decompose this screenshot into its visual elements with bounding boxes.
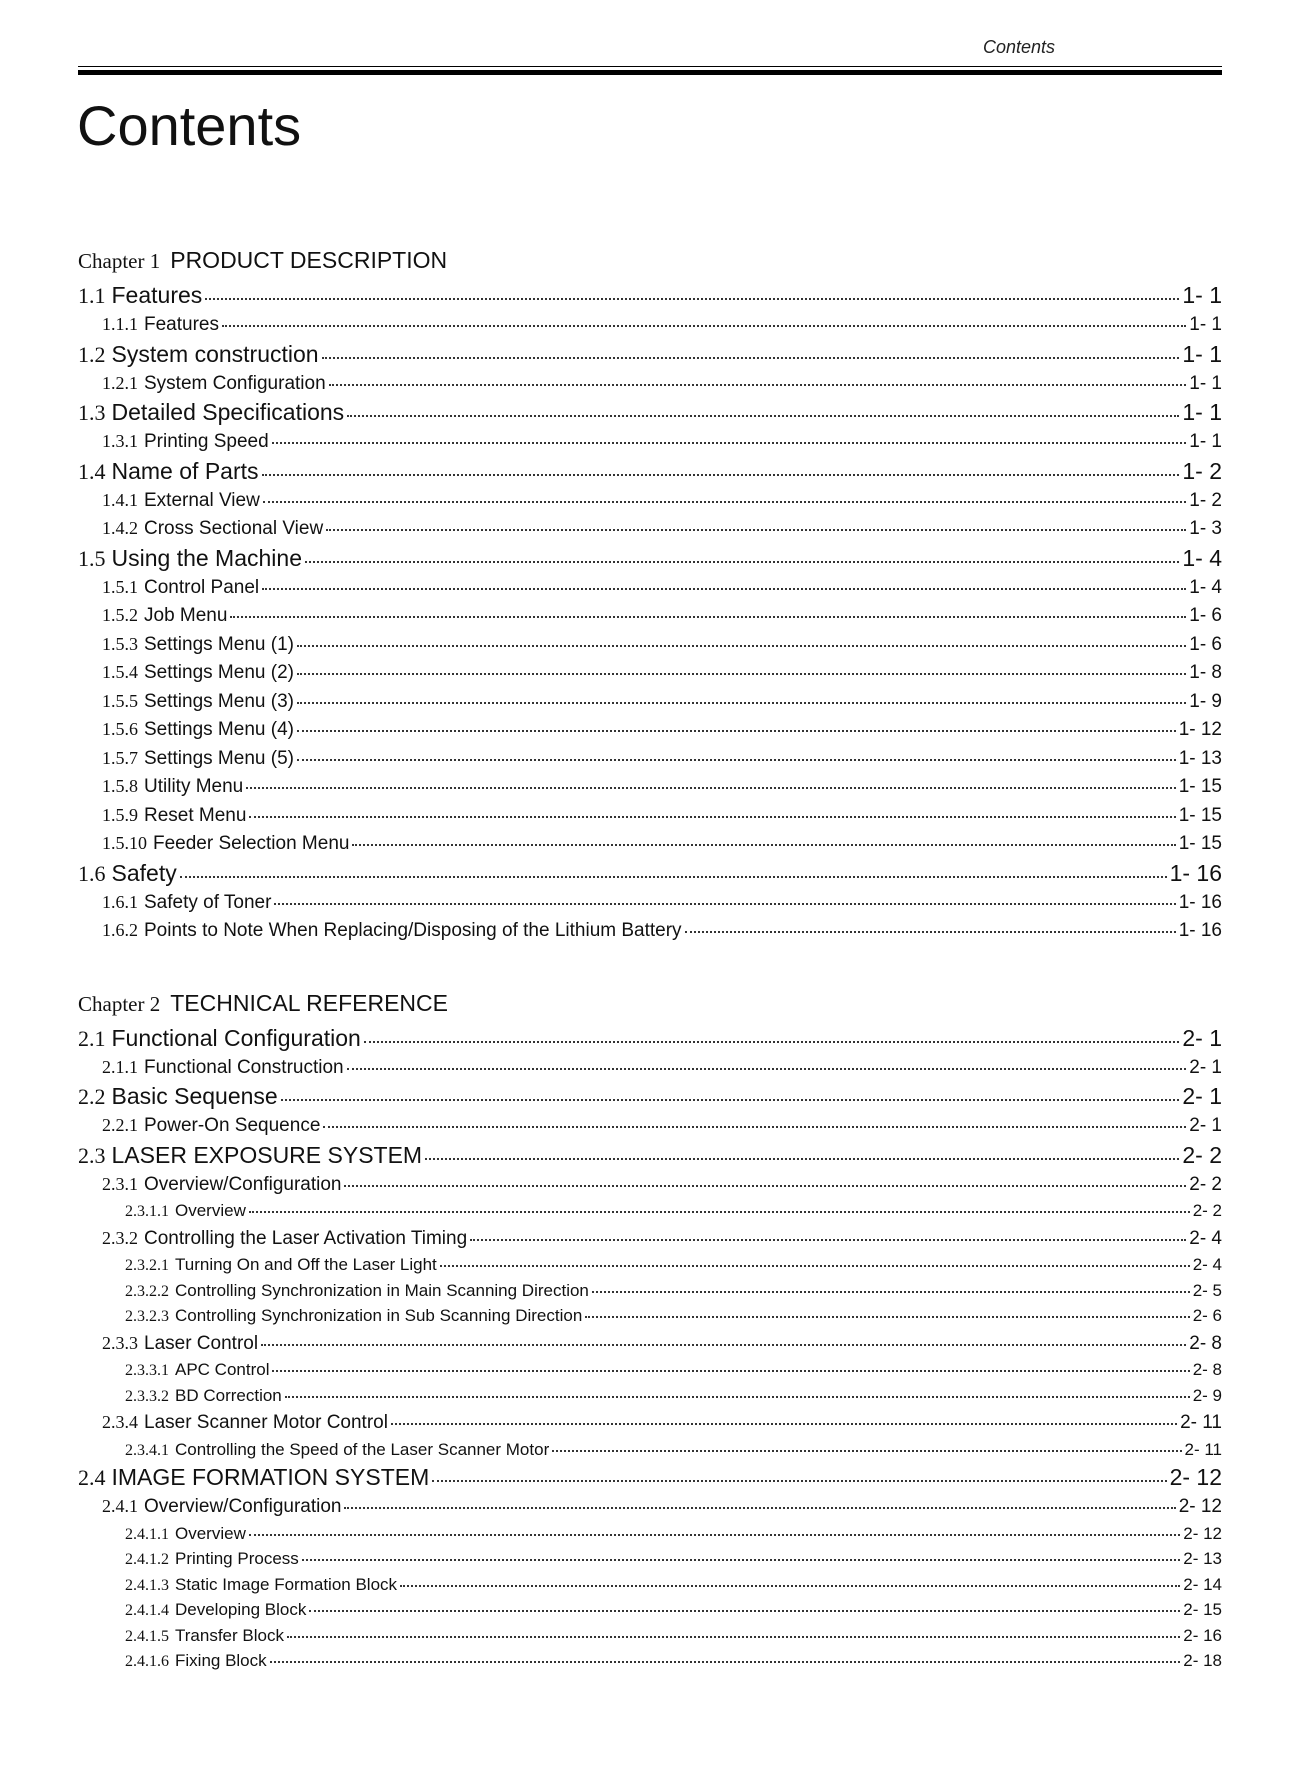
toc-entry-level-2[interactable] (78, 630, 1222, 659)
dot-leader (272, 1370, 1189, 1372)
toc-entry-number: 1.2.1 (102, 372, 138, 393)
toc-entry-level-3[interactable] (78, 1437, 1222, 1463)
toc-entry-title: Reset Menu (144, 804, 247, 826)
toc-entry-level-2[interactable] (78, 772, 1222, 801)
toc-entry-number: 1.5.4 (102, 662, 138, 682)
toc-entry-level-1[interactable] (78, 1081, 1222, 1111)
dot-leader (425, 1158, 1179, 1160)
toc-entry-title: Static Image Formation Block (175, 1574, 398, 1594)
toc-entry-level-2[interactable] (78, 1170, 1222, 1199)
dot-leader (344, 1507, 1175, 1509)
toc-entry-level-1[interactable] (78, 339, 1222, 369)
toc-entry-level-2[interactable] (78, 427, 1222, 456)
dot-leader (297, 759, 1176, 761)
dot-leader (249, 1211, 1190, 1213)
toc-entry-title: Laser Scanner Motor Control (144, 1412, 388, 1433)
toc-entry-page: 2- 11 (1180, 1412, 1222, 1433)
toc-entry-number: 2.3.2 (102, 1227, 138, 1248)
dot-leader (364, 1041, 1180, 1043)
toc-entry-number: 1.5.6 (102, 719, 138, 739)
toc-entry-title: Settings Menu (2) (144, 662, 294, 683)
dot-leader (344, 1185, 1186, 1187)
toc-entry-title: Control Panel (144, 576, 260, 598)
dot-leader (685, 931, 1176, 933)
dot-leader (302, 1559, 1180, 1561)
toc-entry-level-1[interactable] (78, 456, 1222, 486)
toc-entry-title: Safety of Toner (144, 891, 272, 913)
toc-entry-number: 1.5.2 (102, 605, 138, 625)
toc-entry-number: 1.4.1 (102, 489, 138, 510)
toc-entry-number: 1.3 (78, 400, 106, 425)
toc-entry-title: Controlling the Laser Activation Timing (144, 1227, 468, 1249)
chapter-spacer (78, 945, 1222, 983)
toc-entry-level-2[interactable] (78, 310, 1222, 339)
toc-entry-number: 1.5.1 (102, 576, 138, 597)
dot-leader (230, 616, 1186, 618)
toc-entry-title: Overview (175, 1201, 246, 1220)
toc-entry-title: Feeder Selection Menu (153, 833, 350, 854)
toc-entry-level-1[interactable] (78, 397, 1222, 427)
toc-entry-page: 1- 8 (1189, 662, 1222, 683)
toc-entry-page: 1- 2 (1189, 489, 1222, 511)
toc-entry-title: Basic Sequense (111, 1083, 278, 1109)
toc-entry-level-1[interactable] (78, 1462, 1222, 1492)
toc-entry-title: Controlling Synchronization in Sub Scanning Direction (175, 1306, 583, 1325)
dot-leader (297, 730, 1176, 732)
toc-entry-number: 2.3 (78, 1142, 106, 1168)
dot-leader (249, 816, 1175, 818)
dot-leader (262, 474, 1180, 476)
dot-leader (274, 903, 1175, 905)
toc-entry-number: 2.1.1 (102, 1056, 138, 1077)
toc-entry-title: Functional Construction (144, 1056, 344, 1078)
toc-entry-number: 1.6.1 (102, 891, 138, 912)
toc-entry-page: 1- 1 (1189, 314, 1222, 335)
toc-entry-title: IMAGE FORMATION SYSTEM (111, 1464, 430, 1490)
toc-entry-title: Fixing Block (175, 1651, 267, 1670)
toc-entry-number: 2.4.1.1 (125, 1525, 169, 1543)
toc-entry-page: 2- 18 (1183, 1651, 1222, 1670)
toc-entry-title: LASER EXPOSURE SYSTEM (111, 1141, 423, 1168)
dot-leader (585, 1316, 1189, 1318)
toc-entry-level-2[interactable] (78, 888, 1222, 917)
dot-leader (391, 1423, 1177, 1425)
dot-leader (249, 1534, 1180, 1536)
toc-entry-number: 1.5.5 (102, 690, 138, 711)
toc-entry-page: 1- 15 (1178, 776, 1222, 797)
toc-entry-level-3[interactable] (78, 1521, 1222, 1547)
dot-leader (552, 1450, 1181, 1452)
page-title: Contents (77, 94, 302, 157)
toc-entry-level-2[interactable] (78, 601, 1222, 630)
toc-entry-page: 2- 11 (1184, 1439, 1222, 1459)
toc-entry-title: Features (111, 282, 203, 308)
toc-entry-level-3[interactable] (78, 1303, 1222, 1329)
dot-leader (347, 415, 1179, 417)
toc-entry-title: Power-On Sequence (144, 1115, 321, 1136)
toc-entry-number: 1.6.2 (102, 920, 138, 940)
dot-leader (297, 673, 1186, 675)
dot-leader (347, 1068, 1187, 1070)
toc-entry-page: 2- 15 (1183, 1600, 1222, 1619)
toc-entry-page: 1- 4 (1182, 544, 1222, 571)
toc-entry-level-2[interactable] (78, 514, 1222, 543)
toc-entry-number: 1.6 (78, 860, 106, 886)
toc-entry-title: Name of Parts (111, 457, 259, 484)
header-rule-thin (78, 66, 1222, 67)
toc-entry-number: 2.3.4 (102, 1412, 138, 1432)
dot-leader (281, 1099, 1180, 1101)
chapter-heading (78, 983, 1222, 1023)
toc-entry-number: 2.3.3 (102, 1332, 138, 1353)
toc-entry-level-3[interactable] (78, 1572, 1222, 1598)
table-of-contents (78, 240, 1222, 1674)
chapter-label: Chapter 2 (78, 991, 161, 1016)
toc-entry-title: System construction (111, 340, 319, 367)
toc-entry-title: Turning On and Off the Laser Light (175, 1255, 437, 1274)
toc-entry-page: 1- 16 (1178, 891, 1222, 913)
toc-entry-level-2[interactable] (78, 687, 1222, 716)
toc-entry-title: Printing Speed (144, 431, 269, 452)
toc-entry-number: 2.3.4.1 (125, 1441, 169, 1459)
toc-entry-level-3[interactable] (78, 1546, 1222, 1572)
toc-entry-page: 1- 6 (1189, 633, 1222, 655)
toc-entry-page: 2- 12 (1183, 1523, 1222, 1543)
toc-entry-title: Detailed Specifications (111, 399, 345, 425)
toc-entry-title: Controlling the Speed of the Laser Scanner Motor (175, 1439, 550, 1459)
toc-entry-number: 2.3.2.1 (125, 1257, 169, 1274)
toc-entry-level-2[interactable] (78, 1492, 1222, 1521)
toc-entry-level-3[interactable] (78, 1597, 1222, 1623)
toc-entry-page: 2- 5 (1192, 1280, 1222, 1300)
dot-leader (262, 588, 1186, 590)
toc-entry-level-1[interactable] (78, 858, 1222, 888)
toc-entry-page: 1- 9 (1189, 690, 1222, 712)
toc-entry-level-3[interactable] (78, 1623, 1222, 1649)
toc-entry-page: 1- 13 (1178, 747, 1222, 769)
dot-leader (432, 1480, 1166, 1482)
chapter-title: TECHNICAL REFERENCE (170, 989, 448, 1016)
toc-entry-title: External View (144, 489, 260, 511)
toc-entry-title: Transfer Block (175, 1625, 284, 1645)
toc-entry-title: Job Menu (144, 605, 228, 626)
toc-entry-page: 1- 1 (1189, 372, 1222, 394)
chapter-label: Chapter 1 (78, 249, 161, 273)
toc-entry-page: 1- 16 (1169, 859, 1222, 886)
toc-entry-number: 1.5.9 (102, 804, 138, 825)
toc-entry-number: 1.3.1 (102, 431, 138, 451)
dot-leader (285, 1396, 1190, 1398)
toc-entry-title: Controlling Synchronization in Main Scanning Direction (175, 1280, 589, 1300)
dot-leader (297, 702, 1186, 704)
toc-entry-level-3[interactable] (78, 1278, 1222, 1304)
running-header: Contents (982, 37, 1055, 57)
toc-entry-level-2[interactable] (78, 1329, 1222, 1358)
toc-entry-level-1[interactable] (78, 543, 1222, 573)
toc-entry-title: Cross Sectional View (144, 518, 324, 539)
toc-entry-level-3[interactable] (78, 1357, 1222, 1383)
toc-entry-page: 2- 4 (1192, 1255, 1222, 1274)
toc-entry-title: Laser Control (144, 1332, 259, 1354)
toc-entry-number: 2.2 (78, 1084, 106, 1109)
toc-entry-level-1[interactable] (78, 1023, 1222, 1053)
toc-entry-number: 1.4 (78, 458, 106, 484)
toc-entry-number: 1.4.2 (102, 518, 138, 538)
toc-entry-number: 1.5.7 (102, 747, 138, 768)
toc-entry-level-3[interactable] (78, 1198, 1222, 1224)
toc-entry-title: Points to Note When Replacing/Disposing of the Lithium Battery (144, 920, 682, 941)
toc-entry-page: 1- 1 (1189, 431, 1222, 452)
toc-entry-page: 1- 3 (1189, 518, 1222, 539)
dot-leader (592, 1291, 1190, 1293)
toc-entry-number: 2.3.2.3 (125, 1308, 169, 1325)
toc-entry-page: 1- 4 (1189, 576, 1222, 598)
toc-entry-page: 2- 12 (1169, 1464, 1222, 1490)
toc-entry-number: 1.1 (78, 283, 106, 308)
toc-entry-title: APC Control (175, 1360, 270, 1379)
toc-entry-page: 2- 16 (1183, 1625, 1222, 1645)
toc-entry-page: 1- 12 (1178, 719, 1222, 740)
toc-entry-page: 1- 15 (1178, 804, 1222, 826)
toc-entry-number: 2.3.3.2 (125, 1387, 169, 1405)
dot-leader (309, 1610, 1180, 1612)
toc-entry-title: Overview/Configuration (144, 1496, 342, 1517)
toc-entry-level-2[interactable] (78, 1224, 1222, 1253)
toc-entry-level-2[interactable] (78, 829, 1222, 858)
toc-entry-level-2[interactable] (78, 801, 1222, 830)
toc-entry-number: 2.4.1.5 (125, 1627, 169, 1645)
toc-entry-title: Features (144, 314, 219, 335)
dot-leader (470, 1239, 1186, 1241)
toc-entry-title: Printing Process (175, 1549, 299, 1568)
toc-entry-title: Settings Menu (4) (144, 719, 294, 740)
dot-leader (322, 357, 1180, 359)
header-rule-thick (78, 70, 1222, 75)
toc-entry-title: Overview/Configuration (144, 1173, 342, 1195)
toc-entry-title: Settings Menu (1) (144, 633, 294, 655)
dot-leader (205, 298, 1179, 300)
toc-entry-level-1[interactable] (78, 1140, 1222, 1170)
toc-entry-number: 2.4.1.2 (125, 1551, 169, 1568)
toc-entry-page: 2- 8 (1189, 1332, 1222, 1354)
toc-entry-number: 1.5.3 (102, 633, 138, 654)
dot-leader (270, 1661, 1181, 1663)
dot-leader (352, 844, 1175, 846)
toc-entry-title: Overview (175, 1523, 246, 1543)
toc-entry-page: 2- 12 (1178, 1496, 1222, 1517)
toc-entry-number: 2.3.1 (102, 1173, 138, 1194)
toc-entry-page: 1- 16 (1178, 920, 1222, 941)
dot-leader (246, 787, 1175, 789)
toc-entry-title: Functional Configuration (111, 1024, 361, 1051)
toc-entry-page: 2- 4 (1189, 1227, 1222, 1249)
toc-entry-level-2[interactable] (78, 573, 1222, 602)
toc-entry-page: 2- 1 (1182, 1083, 1222, 1109)
toc-entry-number: 2.3.2.2 (125, 1282, 169, 1300)
toc-entry-page: 2- 9 (1192, 1385, 1222, 1405)
toc-entry-page: 1- 2 (1182, 457, 1222, 484)
toc-entry-level-2[interactable] (78, 1408, 1222, 1437)
toc-entry-title: Safety (111, 859, 177, 886)
toc-entry-level-2[interactable] (78, 715, 1222, 744)
chapter-title: PRODUCT DESCRIPTION (170, 247, 448, 273)
toc-entry-level-2[interactable] (78, 486, 1222, 515)
toc-entry-page: 2- 1 (1189, 1056, 1222, 1078)
toc-entry-level-2[interactable] (78, 1111, 1222, 1140)
toc-entry-page: 2- 8 (1192, 1360, 1222, 1379)
toc-entry-number: 2.1 (78, 1025, 106, 1051)
toc-entry-page: 2- 2 (1192, 1201, 1222, 1220)
toc-entry-number: 2.4.1.6 (125, 1653, 169, 1670)
toc-entry-number: 1.2 (78, 341, 106, 367)
toc-entry-number: 1.5 (78, 545, 106, 571)
toc-entry-page: 1- 1 (1182, 282, 1222, 308)
toc-entry-number: 1.5.8 (102, 776, 138, 796)
toc-entry-page: 1- 1 (1182, 340, 1222, 367)
toc-entry-number: 1.5.10 (102, 833, 147, 853)
toc-entry-level-3[interactable] (78, 1383, 1222, 1409)
toc-entry-page: 1- 6 (1189, 605, 1222, 626)
dot-leader (263, 501, 1186, 503)
toc-entry-level-2[interactable] (78, 658, 1222, 687)
dot-leader (326, 529, 1186, 531)
chapter-heading (78, 240, 1222, 280)
toc-entry-page: 1- 15 (1178, 833, 1222, 854)
toc-entry-page: 1- 1 (1182, 399, 1222, 425)
dot-leader (323, 1126, 1186, 1128)
dot-leader (297, 645, 1186, 647)
dot-leader (180, 876, 1167, 878)
toc-entry-number: 2.4.1 (102, 1496, 138, 1516)
toc-entry-number: 2.2.1 (102, 1115, 138, 1135)
dot-leader (440, 1265, 1190, 1267)
dot-leader (305, 561, 1179, 563)
toc-entry-level-2[interactable] (78, 369, 1222, 398)
toc-entry-level-1[interactable] (78, 280, 1222, 310)
toc-entry-number: 2.4.1.3 (125, 1576, 169, 1594)
toc-entry-title: Settings Menu (3) (144, 690, 294, 712)
toc-entry-title: Utility Menu (144, 776, 244, 797)
toc-entry-title: BD Correction (175, 1385, 282, 1405)
dot-leader (329, 384, 1187, 386)
toc-entry-number: 2.4 (78, 1465, 106, 1490)
toc-entry-page: 2- 2 (1182, 1141, 1222, 1168)
dot-leader (287, 1636, 1180, 1638)
dot-leader (272, 442, 1187, 444)
toc-entry-title: Developing Block (175, 1600, 307, 1619)
toc-entry-page: 2- 1 (1182, 1024, 1222, 1051)
toc-entry-number: 2.3.1.1 (125, 1203, 169, 1220)
toc-entry-level-2[interactable] (78, 744, 1222, 773)
dot-leader (261, 1344, 1186, 1346)
toc-entry-page: 2- 2 (1189, 1173, 1222, 1195)
toc-entry-title: Using the Machine (111, 544, 302, 571)
toc-entry-page: 2- 13 (1183, 1549, 1222, 1568)
toc-entry-number: 2.3.3.1 (125, 1362, 169, 1379)
toc-entry-level-3[interactable] (78, 1648, 1222, 1674)
toc-entry-number: 2.4.1.4 (125, 1602, 169, 1619)
toc-entry-level-2[interactable] (78, 1053, 1222, 1082)
toc-entry-page: 2- 6 (1192, 1306, 1222, 1325)
toc-entry-title: Settings Menu (5) (144, 747, 294, 769)
toc-entry-title: System Configuration (144, 372, 326, 394)
toc-entry-number: 1.1.1 (102, 314, 138, 334)
toc-entry-page: 2- 1 (1189, 1115, 1222, 1136)
dot-leader (400, 1585, 1180, 1587)
toc-entry-level-3[interactable] (78, 1252, 1222, 1278)
toc-entry-level-2[interactable] (78, 916, 1222, 945)
toc-entry-page: 2- 14 (1183, 1574, 1222, 1594)
dot-leader (222, 325, 1186, 327)
